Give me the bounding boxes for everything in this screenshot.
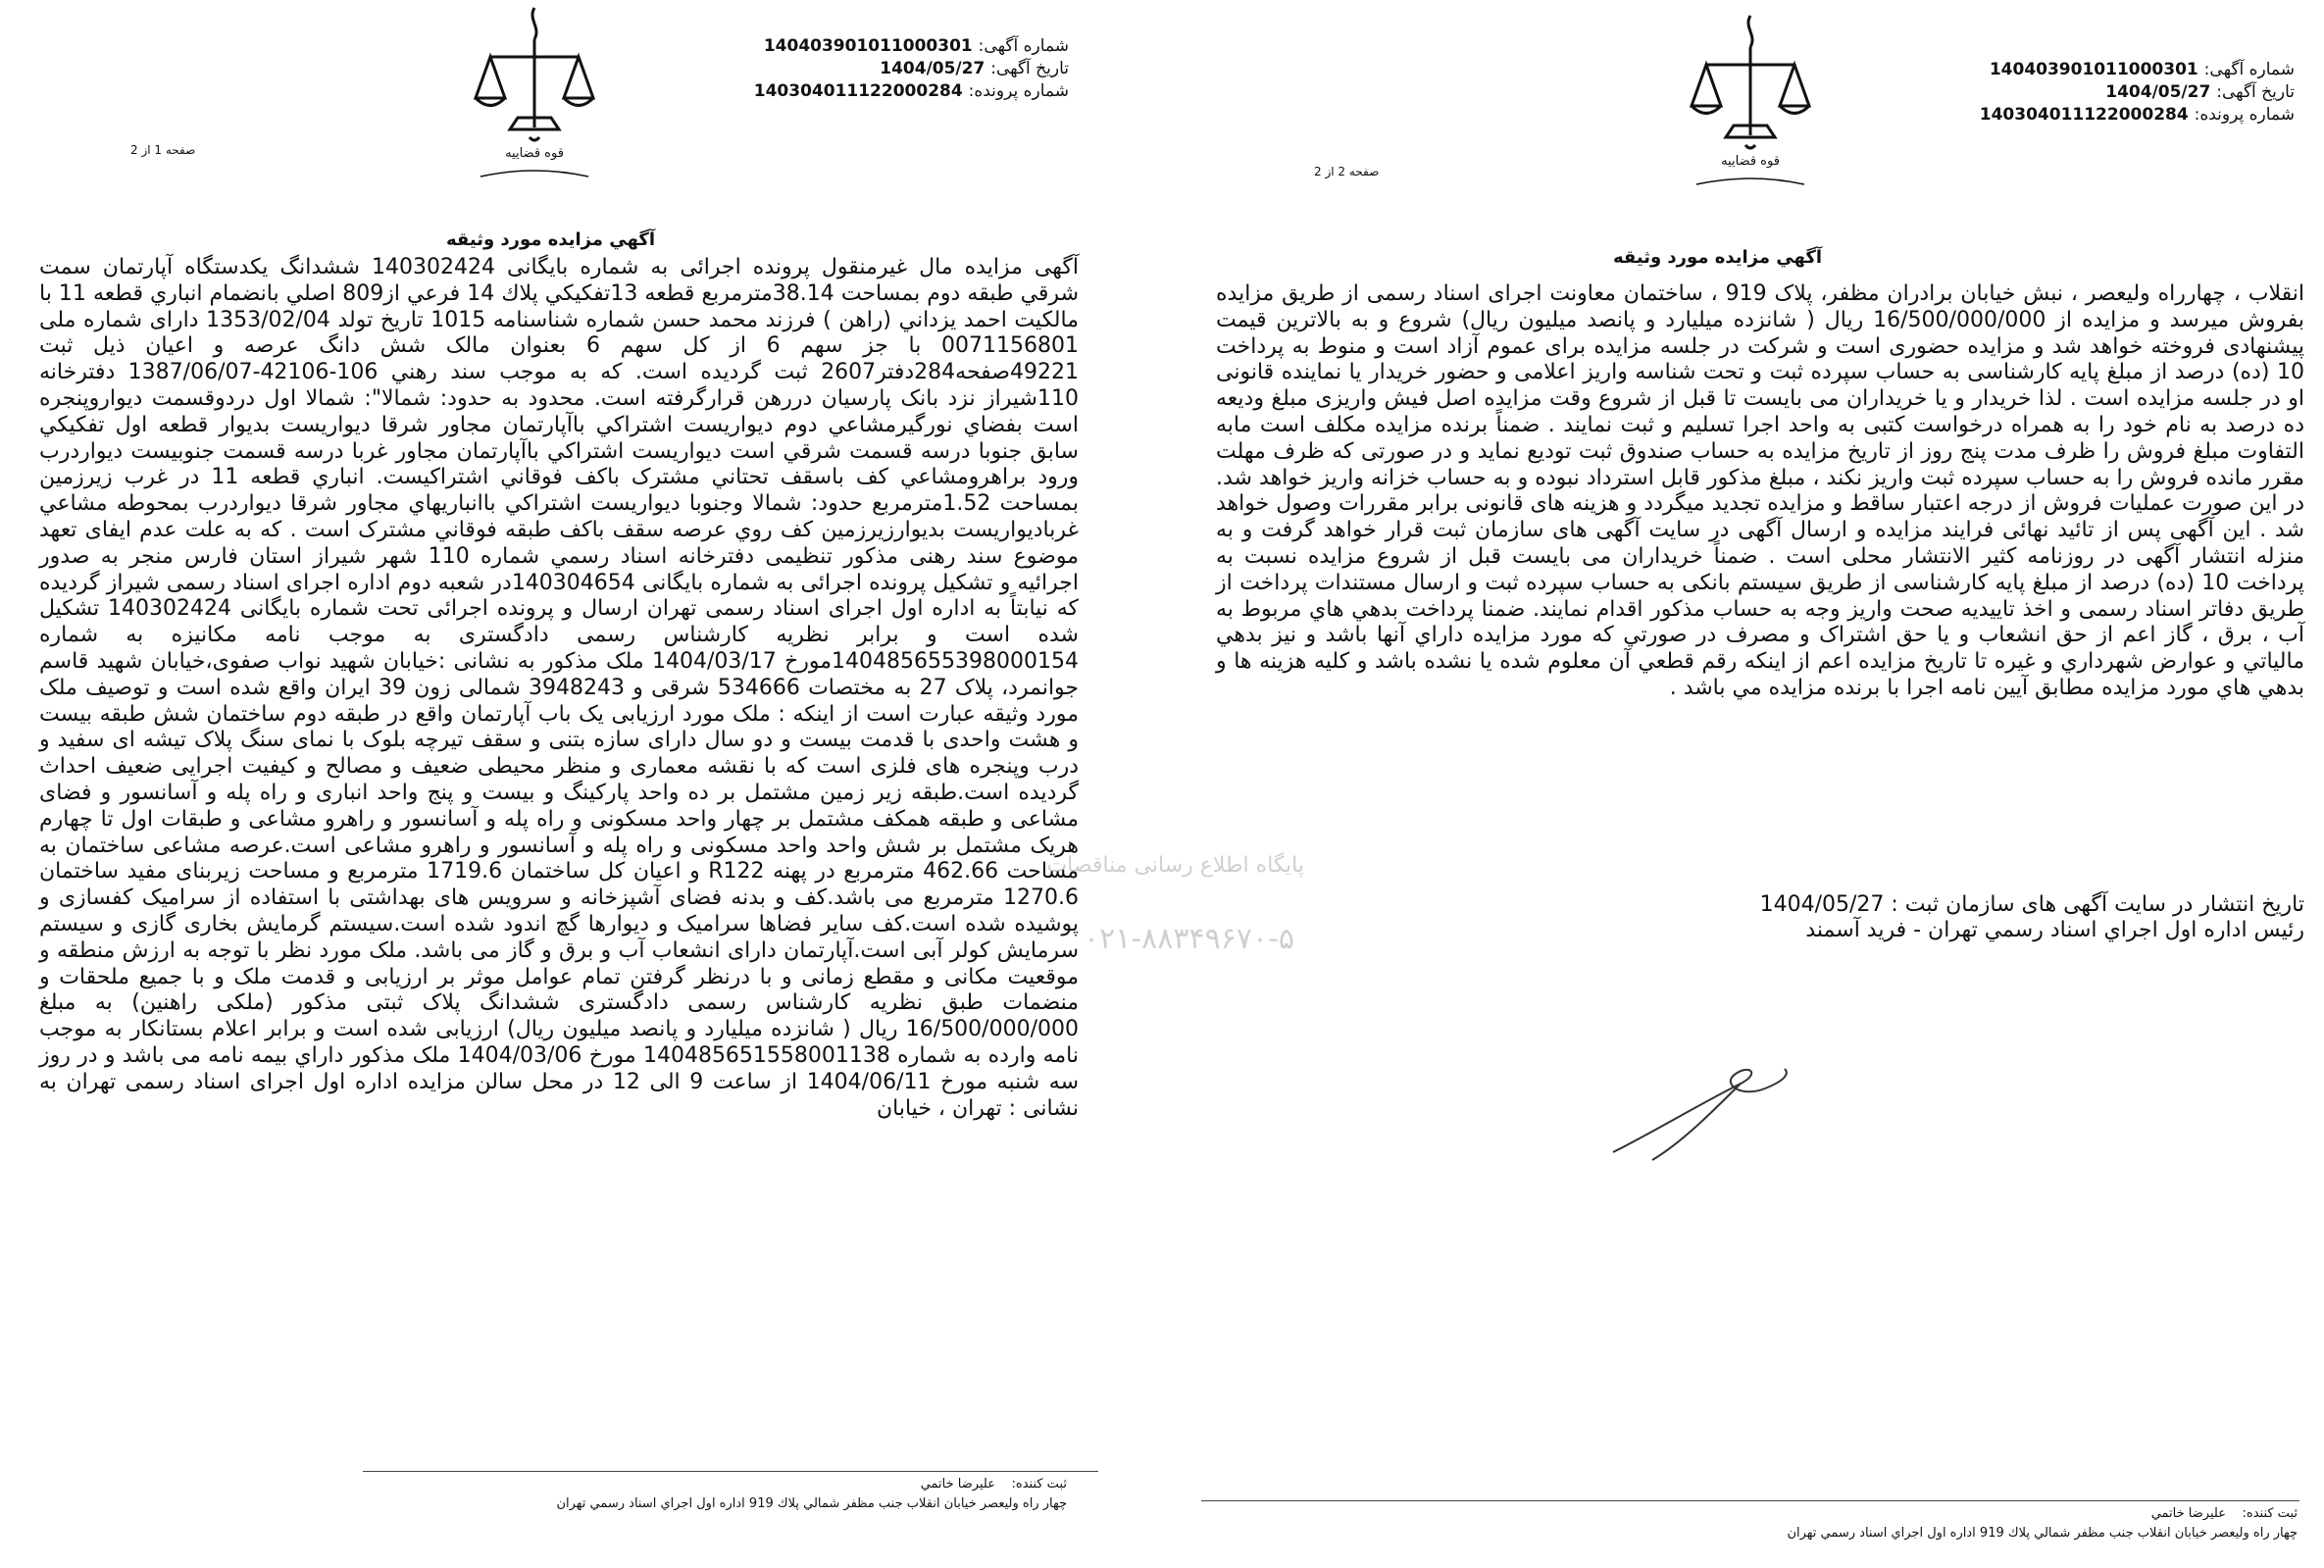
notice-body-text: آگهی مزایده مال غیرمنقول پرونده اجرائی به شماره بایگانی 140302424 ششدانگ يكدستگاه آپارتمان سمت شرقي طبقه دوم بمساحت 38.14مترمربع قطعه 13تفكيكي پلاك 14 فرعي از809 اصلي بانضمام انباري قطعه 11 با مالكيت احمد يزداني (راهن ) فرزند محمد حسن شماره شناسنامه 1015 تاريخ تولد 1353/02/04 دارای شماره ملی 0071156801 با جز سهم 6 از کل سهم 6 بعنوان مالک شش دانگ عرصه و اعیان ذيل ثبت 49221صفحه284دفتر2607 ثبت گرديده است. که به موجب سند رهني 106-42106-1387/06/07 دفترخانه 110شيراز نزد بانک پارسيان دررهن قرارگرفته است. محدود به حدود: شمالا": شمالا اول دردوقسمت ديواروپنجره است بفضاي نورگيرمشاعي دوم ديواريست اشتراكي باآپارتمان مجاور شرقا ديواريست بديوار قطعه اول تفكيكي سابق جنوبا درسه قسمت شرقي است ديواريست اشتراكي باآپارتمان مجاور غربا درسه قسمت جنوبيست ديواردرب ورود براهرومشاعي كف باسقف تحتاني مشترک باكف فوقاني اشتراكيست. انباري قطعه 11 در غرب زيرزمين بمساحت 1.52مترمربع حدود: شمالا وجنوبا ديواريست اشتراكي باانباريهاي مجاور شرقا ديواردرب بمحوطه مشاعي غرباديواريست بديوارزيرزمين كف روي عرصه سقف باكف طبقه فوقاني مشترک است . که به علت عدم ایفای تعهد موضوع سند رهنی مذکور تنظیمی دفترخانه اسناد رسمي شماره 110 شهر شیراز استان فارس منجر به صدور اجرائیه و تشکیل پرونده اجرائی به شماره بایگانی 140304654در شعبه دوم اداره اجرای اسناد رسمی شیراز گردیده که نیابتاً به اداره اول اجرای اسناد رسمی تهران ارسال و پرونده اجرائی تحت شماره بایگانی 140302424 تشکیل شده است و برابر نظریه کارشناس رسمی دادگستری به موجب نامه مکانیزه به شماره 140485655398000154مورخ 1404/03/17 ملک مذکور به نشانی :خیابان شهید نواب صفوی،خیابان شهید قاسم جوانمرد، پلاک 27 به مختصات 534666 شرقی و 3948243 شمالی زون 39 ایران واقع شده است و توصیف ملک مورد وثیقه عبارت است از اینکه : ملک مورد ارزیابی یک باب آپارتمان واقع در طبقه دوم ساختمان شش طبقه بیست و هشت واحدی با قدمت بیست و دو سال دارای سازه بتنی و سقف تیرچه بلوک با نمای سنگ پلاک تیشه ای سفید و درب وپنجره های فلزی است که با نقشه معماری و منظر محیطی ضعیف و مصالح و کیفیت اجرایی ضعیف احداث گردیده است.طبقه زیر زمین مشتمل بر ده واحد پارکینگ و بیست و پنج واحد انباری و راه پله و آسانسور و فضای مشاعی و طبقه همکف مشتمل بر چهار واحد مسکونی و راه پله و آسانسور و راهرو مشاعی و طبقات اول تا چهارم هریک مشتمل بر شش واحد واحد مسکونی و راه پله و آسانسور و راهرو مشاعی است.عرصه مشاعی ساختمان به مساحت 462.66 مترمربع در پهنه R122 و اعیان کل ساختمان 1719.6 مترمربع و مساحت زیربنای مفید ساختمان 1270.6 مترمربع می باشد.کف و بدنه فضای آشپزخانه و سرویس های بهداشتی با استفاده از سرامیک کفسازی و پوشیده شده است.کف سایر فضاها سرامیک و دیوارها گچ اندود شده است.سیستم گرمایش بخاری گازی و سیستم سرمایش کولر آبی است.آپارتمان دارای انشعاب آب و برق و گاز می باشد. ملک مورد نظر با توجه به ارزش منطقه و موقعیت مکانی و مقطع زمانی و با درنظر گرفتن تمام عوامل موثر بر ارزیابی و قدمت ملک و با جمیع ملحقات و منضمات طبق نظریه کارشناس رسمی دادگستری ششدانگ پلاک ثبتی مذکور (ملکی راهنین) به مبلغ 16/500/000/000 ریال ( شانزده میلیارد و پانصد میلیون ریال) ارزیابی شده است و برابر اعلام بستانكار به موجب نامه وارده به شماره 140485651558001138 مورخ 1404/03/06 ملک مذکور داراي بیمه نامه می باشد و در روز سه شنبه مورخ 1404/06/11 از ساعت 9 الی 12 در محل سالن مزایده اداره اول اجرای اسناد رسمی تهران به نشانی : تهران ، خیابان — [39, 255, 1080, 1121]
notice-title: آگهي مزايده مورد وثيقه — [446, 229, 656, 250]
handwritten-signature — [1593, 1044, 1829, 1172]
registrar-label: ثبت کننده: — [2242, 1506, 2298, 1521]
notice-closing — [1216, 892, 2304, 943]
notice-date-label: تاریخ آگهی: — [2216, 82, 2295, 102]
file-number-label: شماره پرونده: — [968, 81, 1069, 101]
notice-footer — [363, 1475, 1067, 1514]
notice-date-label: تاریخ آگهی: — [990, 59, 1069, 78]
svg-text:قوه قضاییه: قوه قضاییه — [505, 146, 564, 161]
registrar-label: ثبت کننده: — [1011, 1477, 1067, 1492]
page-number: صفحه 2 از 2 — [1314, 165, 1380, 178]
svg-text:قوه قضاییه: قوه قضاییه — [1721, 154, 1780, 169]
footer-divider — [363, 1471, 1098, 1472]
file-number-label: شماره پرونده: — [2194, 105, 2295, 125]
notice-number: 140403901011000301 — [1989, 60, 2198, 79]
notice-number: 140403901011000301 — [763, 36, 973, 56]
notice-title: آگهي مزايده مورد وثيقه — [1613, 247, 1823, 268]
file-number: 140304011122000284 — [1979, 105, 2189, 125]
watermark-phone: ۰۲۱-۸۸۳۴۹۶۷۰-۵ — [1083, 922, 1294, 956]
judiciary-emblem-icon — [461, 0, 608, 186]
judiciary-emblem-icon — [1677, 8, 1824, 194]
notice-header — [677, 35, 1069, 103]
notice-date: 1404/05/27 — [2105, 82, 2211, 102]
page-number: صفحه 1 از 2 — [130, 143, 196, 157]
footer-divider — [1201, 1500, 2299, 1501]
notice-body-text: انقلاب ، چهارراه ولیعصر ، نبش خیابان برادران مظفر، پلاک 919 ، ساختمان معاونت اجرای اسناد رسمی از طریق مزایده بفروش میرسد و مزایده از 16/500/000/000 ریال ( شانزده میلیارد و پانصد میلیون ریال) شروع و به بالاترین قیمت پیشنهادی فروخته خواهد شد و مزایده حضوری است و شرکت در جلسه مزایده برای عموم آزاد است و منوط به پرداخت 10 (ده) درصد از مبلغ پایه کارشناسی به حساب سپرده ثبت و تحت شناسه واریز اعلامی و حضور خریدار یا نماینده قانونی او در جلسه مزایده است . لذا خریدار و یا خریداران می بایست تا قبل از شروع وقت مزایده اصل فیش واریزی مبلغ ودیعه ده درصد به نام خود را به همراه درخواست کتبی به واحد اجرا تسلیم و ثبت نمایند . ضمناً برنده مزایده مکلف است مابه التفاوت مبلغ فروش را ظرف مدت پنج روز از تاریخ مزایده به حساب صندوق ثبت تودیع نماید و در صورتی که ظرف مهلت مقرر مانده فروش را به حساب سپرده ثبت واریز نکند ، مبلغ مذکور قابل استرداد نبوده و به حساب خزانه واریز خواهد شد. در این صورت عملیات فروش از درجه اعتبار ساقط و مزایده تجدید میگردد و هزینه های قانونی برابر مقررات وصول خواهد شد . این آگهی پس از تائید نهائی فرایند مزایده و ارسال آگهی در سایت آگهی های سازمان ثبت قرار خواهد گرفت و به منزله انتشار آگهی در روزنامه کثیر الانتشار محلی است . ضمناً خریداران می بایست قبل از شروع مزایده نسبت به پرداخت 10 (ده) درصد از مبلغ پایه کارشناسی از طریق سیستم بانکی به حساب سپرده ثبت و ارسال مستندات پرداخت از طریق دفاتر اسناد رسمی و اخذ تاییدیه صحت واریز وجه به حساب مذکور اقدام نمایند. ضمنا پرداخت بدهي هاي مربوط به آب ، برق ، گاز اعم از حق انشعاب و یا حق اشتراک و مصرف در صورتي که مورد مزايده داراي آنها باشد و نيز بدهي مالياتي و عوارض شهرداري و غيره تا تاريخ مزايده اعم از اينکه رقم قطعي آن معلوم شده يا نشده باشد و کليه هزينه ها و بدهي هاي مورد مزايده مطابق آيين نامه اجرا با برنده مزايده مي باشد . — [1216, 281, 2304, 700]
footer-address: چهار راه وليعصر خيابان انقلاب جنب مظفر شمالي پلاك 919 اداره اول اجراي اسناد رسمي تهران — [1787, 1526, 2298, 1541]
signatory: رئيس اداره اول اجراي اسناد رسمي تهران - فريد آسمند — [1805, 918, 2304, 942]
notice-header — [1902, 59, 2295, 126]
notice-date: 1404/05/27 — [880, 59, 985, 78]
notice-number-label: شماره آگهی: — [978, 36, 1069, 56]
portal-watermark — [951, 775, 1363, 971]
registrar-name: علیرضا خاتمي — [920, 1477, 995, 1492]
file-number: 140304011122000284 — [753, 81, 963, 101]
notice-footer — [1201, 1504, 2298, 1543]
publish-date: 1404/05/27 — [1759, 892, 1885, 917]
footer-address: چهار راه وليعصر خيابان انقلاب جنب مظفر شمالي پلاك 919 اداره اول اجراي اسناد رسمي تهران — [556, 1496, 1067, 1511]
watermark-text: پایگاه اطلاع رسانی مناقصات — [1046, 853, 1304, 878]
publish-label: تاریخ انتشار در سایت آگهی های سازمان ثبت : — [1891, 892, 2304, 917]
registrar-name: علیرضا خاتمي — [2150, 1506, 2226, 1521]
notice-number-label: شماره آگهی: — [2203, 60, 2295, 79]
